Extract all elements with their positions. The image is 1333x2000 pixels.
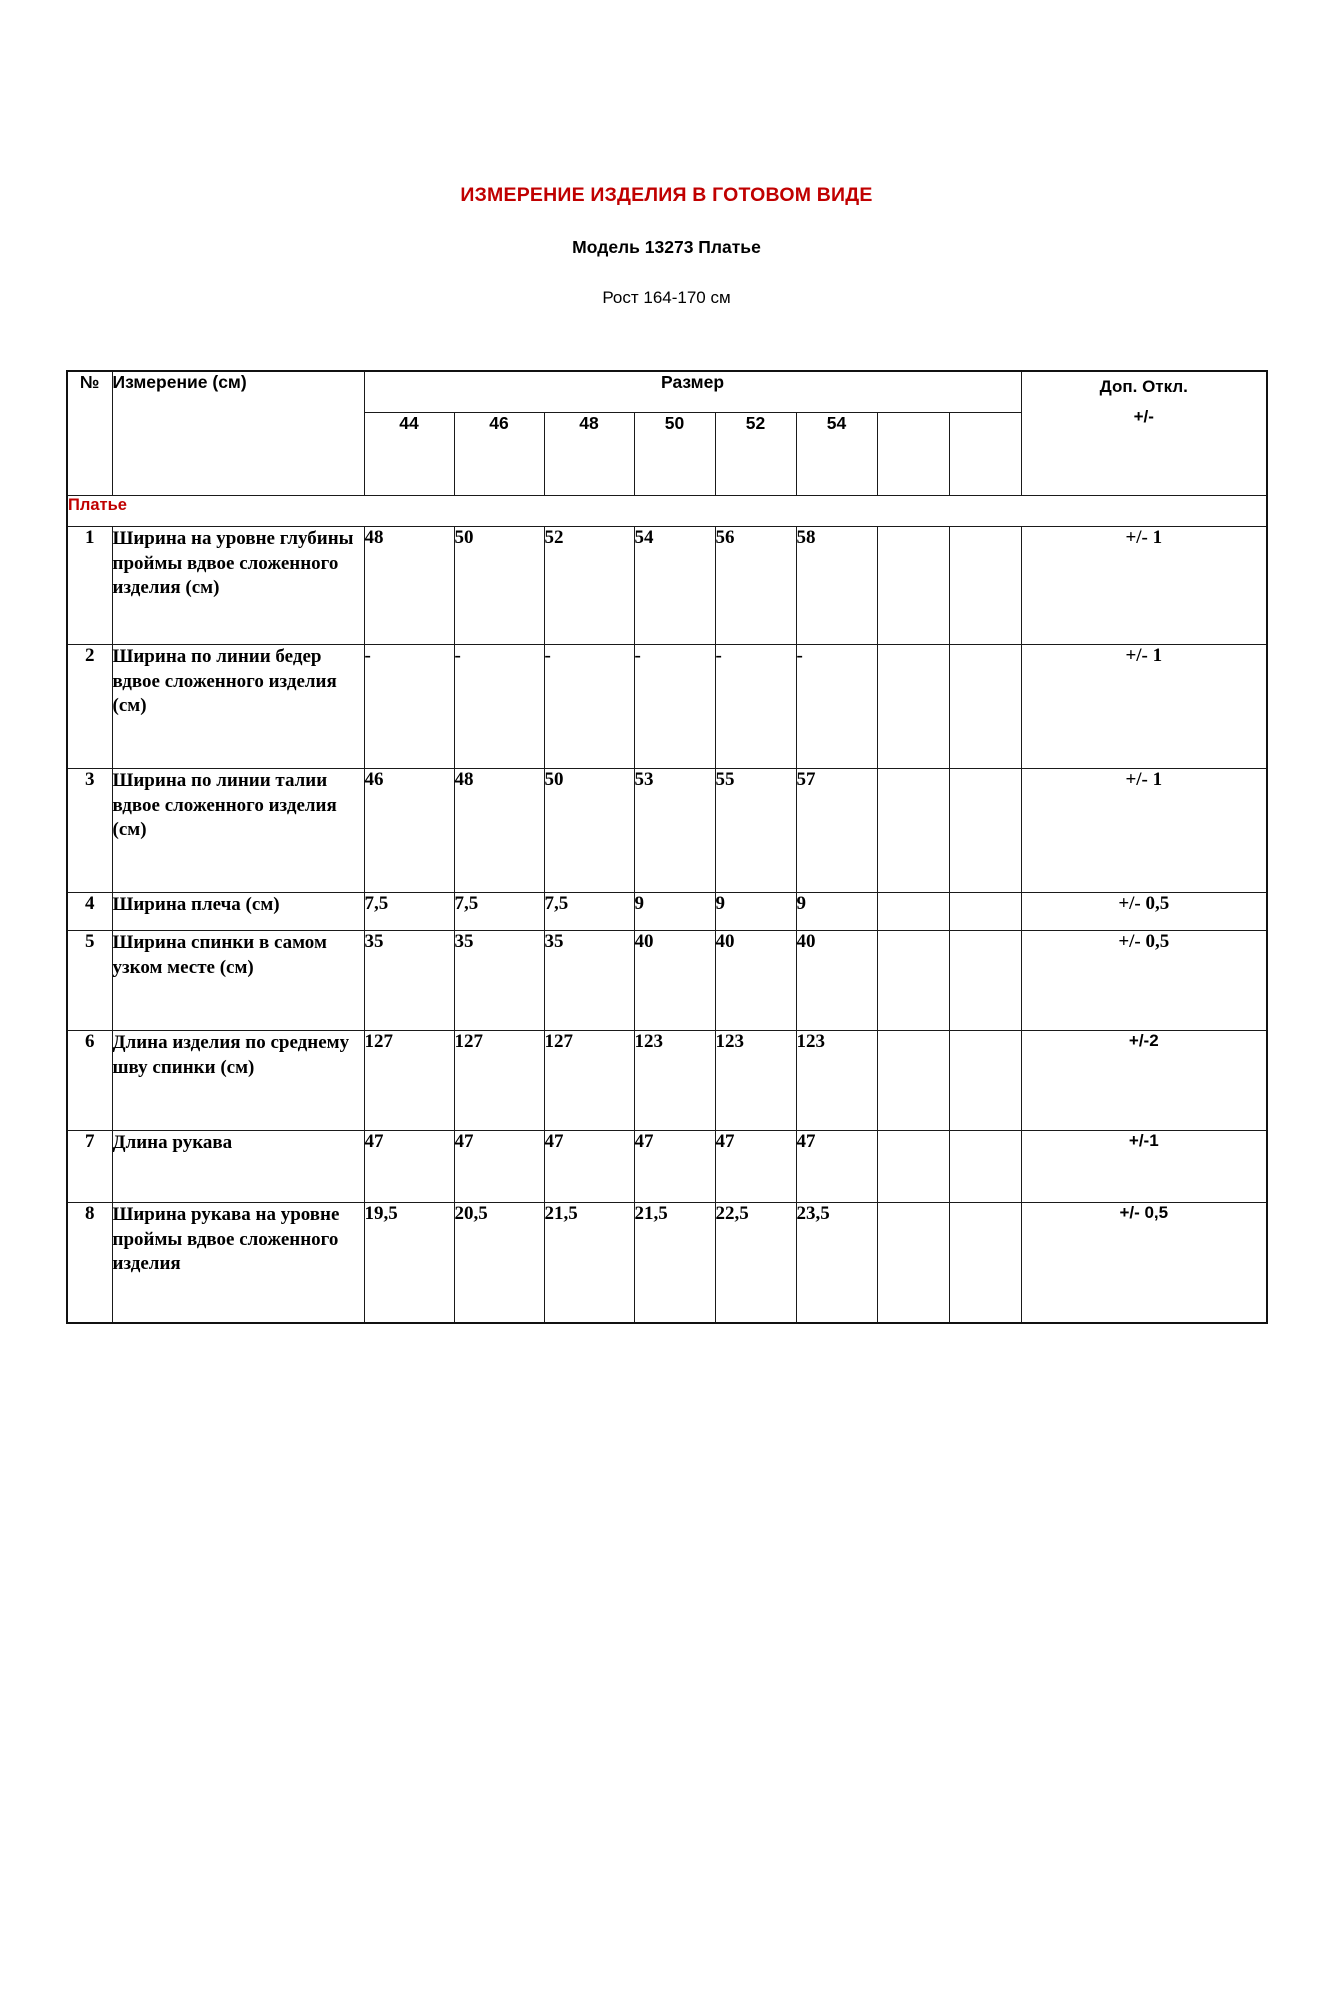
- height-note: Рост 164-170 см: [602, 288, 731, 307]
- row-value-size-blank-7: [949, 1031, 1021, 1131]
- header-cell-size-54: 54: [796, 413, 877, 496]
- row-value-size-46: 35: [454, 931, 544, 1031]
- row-tolerance: +/-2: [1021, 1031, 1267, 1131]
- tolerance-label-line2: +/-: [1133, 406, 1154, 426]
- table-section-row: [67, 496, 1267, 527]
- header-cell-size-blank-7: [949, 413, 1021, 496]
- row-value-size-52: 40: [715, 931, 796, 1031]
- row-value-size-52: 55: [715, 769, 796, 893]
- page-title: ИЗМЕРЕНИЕ ИЗДЕЛИЯ В ГОТОВОМ ВИДЕ: [460, 184, 873, 206]
- row-value-size-52: 22,5: [715, 1203, 796, 1323]
- row-value-size-46: 127: [454, 1031, 544, 1131]
- row-value-size-54: 23,5: [796, 1203, 877, 1323]
- row-tolerance: +/- 0,5: [1021, 1203, 1267, 1323]
- row-value-size-46: 48: [454, 769, 544, 893]
- row-value-size-blank-7: [949, 893, 1021, 931]
- header-cell-size-group: Размер: [364, 371, 1021, 413]
- row-value-size-46: 50: [454, 527, 544, 645]
- row-value-size-54: 47: [796, 1131, 877, 1203]
- row-value-size-44: 19,5: [364, 1203, 454, 1323]
- row-measurement-label: Ширина спинки в самом узком месте (см): [112, 931, 364, 1031]
- table-row: [67, 1031, 1267, 1131]
- row-value-size-blank-7: [949, 1131, 1021, 1203]
- row-measurement-label: Ширина плеча (см): [112, 893, 364, 931]
- row-tolerance: +/- 1: [1021, 769, 1267, 893]
- row-value-size-52: 123: [715, 1031, 796, 1131]
- row-value-size-blank-6: [877, 645, 949, 769]
- table-row: [67, 1203, 1267, 1323]
- row-value-size-blank-7: [949, 527, 1021, 645]
- measurements-table-container: [66, 370, 1266, 1324]
- table-row: [67, 645, 1267, 769]
- row-value-size-50: 54: [634, 527, 715, 645]
- row-measurement-label: Длина рукава: [112, 1131, 364, 1203]
- row-number: 6: [67, 1031, 112, 1131]
- row-value-size-54: -: [796, 645, 877, 769]
- row-value-size-blank-6: [877, 1031, 949, 1131]
- table-row: [67, 931, 1267, 1031]
- row-tolerance: +/- 1: [1021, 645, 1267, 769]
- row-measurement-label: Ширина на уровне глубины проймы вдвое сложенного изделия (см): [112, 527, 364, 645]
- row-number: 4: [67, 893, 112, 931]
- row-value-size-44: 7,5: [364, 893, 454, 931]
- row-value-size-48: -: [544, 645, 634, 769]
- row-number: 8: [67, 1203, 112, 1323]
- row-value-size-54: 123: [796, 1031, 877, 1131]
- header-cell-size-46: 46: [454, 413, 544, 496]
- section-label-dress: Платье: [67, 496, 1267, 527]
- row-value-size-44: 48: [364, 527, 454, 645]
- row-value-size-50: 21,5: [634, 1203, 715, 1323]
- table-body: [67, 371, 1267, 1323]
- row-value-size-44: 47: [364, 1131, 454, 1203]
- row-value-size-52: 47: [715, 1131, 796, 1203]
- row-value-size-blank-6: [877, 527, 949, 645]
- row-value-size-blank-7: [949, 931, 1021, 1031]
- row-value-size-54: 40: [796, 931, 877, 1031]
- row-value-size-46: -: [454, 645, 544, 769]
- row-value-size-48: 47: [544, 1131, 634, 1203]
- table-row: [67, 1131, 1267, 1203]
- row-value-size-48: 50: [544, 769, 634, 893]
- header-cell-size-50: 50: [634, 413, 715, 496]
- row-value-size-54: 57: [796, 769, 877, 893]
- row-value-size-blank-6: [877, 893, 949, 931]
- row-value-size-52: -: [715, 645, 796, 769]
- row-value-size-46: 20,5: [454, 1203, 544, 1323]
- row-value-size-blank-6: [877, 1131, 949, 1203]
- row-value-size-54: 58: [796, 527, 877, 645]
- row-value-size-blank-7: [949, 645, 1021, 769]
- row-value-size-46: 47: [454, 1131, 544, 1203]
- row-tolerance: +/-1: [1021, 1131, 1267, 1203]
- row-value-size-46: 7,5: [454, 893, 544, 931]
- row-value-size-blank-7: [949, 769, 1021, 893]
- row-number: 5: [67, 931, 112, 1031]
- row-tolerance: +/- 1: [1021, 527, 1267, 645]
- row-value-size-48: 35: [544, 931, 634, 1031]
- row-value-size-50: -: [634, 645, 715, 769]
- row-number: 3: [67, 769, 112, 893]
- header-cell-tolerance: [1021, 371, 1267, 496]
- header-cell-size-44: 44: [364, 413, 454, 496]
- row-value-size-44: 127: [364, 1031, 454, 1131]
- row-number: 2: [67, 645, 112, 769]
- row-value-size-48: 127: [544, 1031, 634, 1131]
- measurements-table: [66, 370, 1268, 1324]
- header-cell-size-blank-6: [877, 413, 949, 496]
- table-row: [67, 769, 1267, 893]
- table-header-row-top: [67, 371, 1267, 413]
- row-value-size-48: 7,5: [544, 893, 634, 931]
- row-value-size-44: -: [364, 645, 454, 769]
- row-value-size-54: 9: [796, 893, 877, 931]
- row-value-size-52: 9: [715, 893, 796, 931]
- row-value-size-48: 21,5: [544, 1203, 634, 1323]
- header-cell-number: №: [67, 371, 112, 496]
- row-measurement-label: Ширина по линии талии вдвое сложенного изделия (см): [112, 769, 364, 893]
- row-value-size-blank-6: [877, 1203, 949, 1323]
- row-tolerance: +/- 0,5: [1021, 893, 1267, 931]
- table-row: [67, 527, 1267, 645]
- row-value-size-52: 56: [715, 527, 796, 645]
- model-subtitle: Модель 13273 Платье: [572, 237, 761, 257]
- row-value-size-blank-7: [949, 1203, 1021, 1323]
- row-value-size-50: 53: [634, 769, 715, 893]
- row-number: 1: [67, 527, 112, 645]
- row-value-size-44: 46: [364, 769, 454, 893]
- header-cell-size-52: 52: [715, 413, 796, 496]
- row-value-size-50: 9: [634, 893, 715, 931]
- tolerance-label-line1: Доп. Откл.: [1099, 377, 1188, 396]
- header-cell-size-48: 48: [544, 413, 634, 496]
- row-value-size-blank-6: [877, 769, 949, 893]
- row-measurement-label: Ширина по линии бедер вдвое сложенного изделия (см): [112, 645, 364, 769]
- row-measurement-label: Ширина рукава на уровне проймы вдвое сложенного изделия: [112, 1203, 364, 1323]
- row-value-size-48: 52: [544, 527, 634, 645]
- row-value-size-44: 35: [364, 931, 454, 1031]
- header-cell-measurement: Измерение (см): [112, 371, 364, 496]
- row-measurement-label: Длина изделия по среднему шву спинки (см): [112, 1031, 364, 1131]
- table-row: [67, 893, 1267, 931]
- row-value-size-50: 47: [634, 1131, 715, 1203]
- row-value-size-blank-6: [877, 931, 949, 1031]
- row-number: 7: [67, 1131, 112, 1203]
- row-value-size-50: 40: [634, 931, 715, 1031]
- row-tolerance: +/- 0,5: [1021, 931, 1267, 1031]
- row-value-size-50: 123: [634, 1031, 715, 1131]
